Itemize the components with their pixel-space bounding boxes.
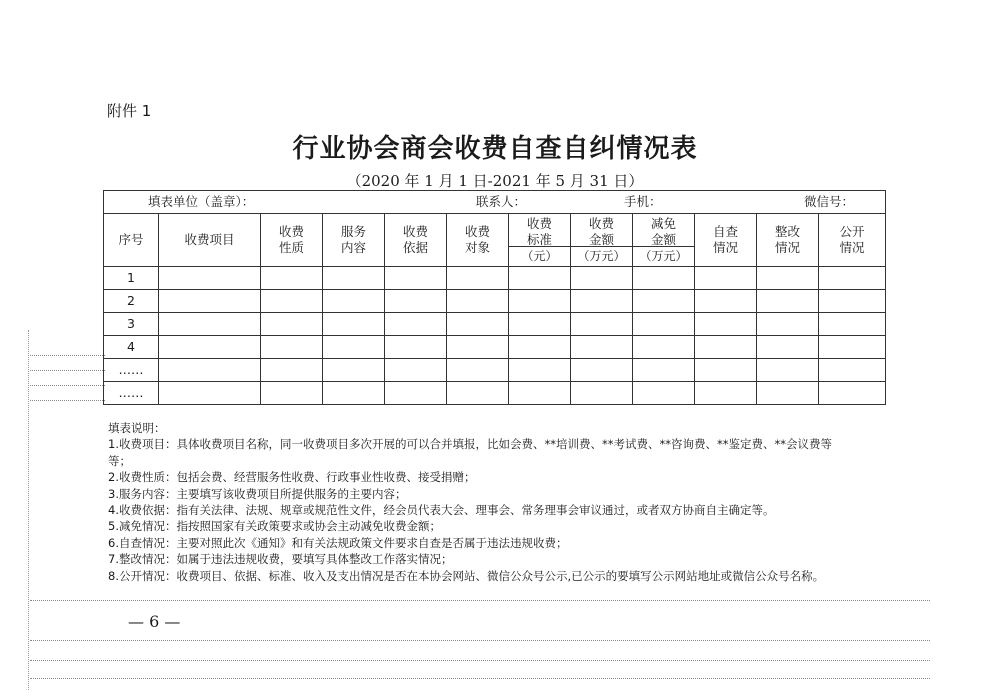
table-cell[interactable] xyxy=(757,382,819,405)
table-cell[interactable] xyxy=(757,336,819,359)
table-cell[interactable] xyxy=(757,313,819,336)
table-cell[interactable] xyxy=(757,359,819,382)
note-item: 4.收费依据：指有关法律、法规、规章或规范性文件，经会员代表大会、理事会、常务理事会审议通过，或者双方协商自主确定等。 xyxy=(108,503,775,518)
table-cell[interactable] xyxy=(509,336,571,359)
table-cell[interactable] xyxy=(159,267,261,290)
scan-artifact-line xyxy=(30,640,930,641)
row-number: 2 xyxy=(104,290,159,313)
note-item: 7.整改情况：如属于违法违规收费，要填写具体整改工作落实情况； xyxy=(108,552,453,567)
table-cell[interactable] xyxy=(819,336,886,359)
table-cell[interactable] xyxy=(159,290,261,313)
table-cell[interactable] xyxy=(261,336,323,359)
table-cell[interactable] xyxy=(385,290,447,313)
table-cell[interactable] xyxy=(571,313,633,336)
table-cell[interactable] xyxy=(323,336,385,359)
row-number: 3 xyxy=(104,313,159,336)
column-header: 减免 金额 （万元） xyxy=(633,214,695,267)
table-cell[interactable] xyxy=(447,359,509,382)
note-item: 8.公开情况：收费项目、依据、标准、收入及支出情况是否在本协会网站、微信公众号公示,已公示的要填写公示网站地址或微信公众号名称。 xyxy=(108,568,825,583)
table-cell[interactable] xyxy=(159,313,261,336)
table-cell[interactable] xyxy=(261,382,323,405)
table-cell[interactable] xyxy=(819,313,886,336)
table-cell[interactable] xyxy=(633,382,695,405)
table-cell[interactable] xyxy=(385,313,447,336)
table-cell[interactable] xyxy=(757,267,819,290)
note-item: 1.收费项目：具体收费项目名称，同一收费项目多次开展的可以合并填报，比如会费、**培训费、**考试费、**咨询费、**鉴定费、**会议费等 xyxy=(108,437,832,452)
table-cell[interactable] xyxy=(447,336,509,359)
table-cell[interactable] xyxy=(695,313,757,336)
scan-artifact-line xyxy=(30,355,105,356)
column-header: 收费 依据 xyxy=(385,214,447,267)
scan-artifact-line xyxy=(30,678,930,679)
phone-label: 手机： xyxy=(624,194,662,209)
table-cell[interactable] xyxy=(323,359,385,382)
row-number: …… xyxy=(104,359,159,382)
table-cell[interactable] xyxy=(571,359,633,382)
note-item: 2.收费性质：包括会费、经营服务性收费、行政事业性收费、接受捐赠； xyxy=(108,470,476,485)
table-cell[interactable] xyxy=(385,359,447,382)
table-cell[interactable] xyxy=(571,290,633,313)
column-header: 公开 情况 xyxy=(819,214,886,267)
table-row xyxy=(104,313,886,336)
table-cell[interactable] xyxy=(385,267,447,290)
table-cell[interactable] xyxy=(447,382,509,405)
table-cell[interactable] xyxy=(323,290,385,313)
table-cell[interactable] xyxy=(385,382,447,405)
scan-artifact-line xyxy=(30,400,105,401)
column-header: 收费 性质 xyxy=(261,214,323,267)
table-row xyxy=(104,267,886,290)
table-cell[interactable] xyxy=(633,267,695,290)
table-cell[interactable] xyxy=(261,290,323,313)
column-header: 收费项目 xyxy=(159,214,261,267)
table-cell[interactable] xyxy=(509,313,571,336)
table-cell[interactable] xyxy=(633,290,695,313)
scan-artifact-line xyxy=(30,600,930,601)
table-cell[interactable] xyxy=(571,336,633,359)
column-header: 服务 内容 xyxy=(323,214,385,267)
wechat-label: 微信号： xyxy=(804,194,855,209)
table-cell[interactable] xyxy=(695,359,757,382)
table-row xyxy=(104,290,886,313)
note-item: 等； xyxy=(108,453,131,468)
note-item: 3.服务内容：主要填写该收费项目所提供服务的主要内容； xyxy=(108,486,407,501)
scan-artifact-line xyxy=(30,370,105,371)
table-cell[interactable] xyxy=(323,382,385,405)
attachment-label: 附件 1 xyxy=(107,102,152,120)
column-header: 整改 情况 xyxy=(757,214,819,267)
column-header: 收费 金额 （万元） xyxy=(571,214,633,267)
scan-artifact-line xyxy=(30,660,930,661)
fee-inspection-table xyxy=(103,190,886,405)
page-title: 行业协会商会收费自查自纠情况表 xyxy=(292,134,698,164)
table-cell[interactable] xyxy=(159,382,261,405)
table-cell[interactable] xyxy=(323,267,385,290)
column-header-row xyxy=(104,214,886,267)
table-cell[interactable] xyxy=(447,313,509,336)
table-cell[interactable] xyxy=(695,382,757,405)
table-cell[interactable] xyxy=(509,290,571,313)
note-item: 5.减免情况：指按照国家有关政策要求或协会主动减免收费金额； xyxy=(108,519,441,534)
table-cell[interactable] xyxy=(819,267,886,290)
table-cell[interactable] xyxy=(633,359,695,382)
table-cell[interactable] xyxy=(695,290,757,313)
note-item: 6.自查情况：主要对照此次《通知》和有关法规政策文件要求自查是否属于违法违规收费； xyxy=(108,535,568,550)
fill-instructions xyxy=(108,420,898,584)
table-cell[interactable] xyxy=(571,267,633,290)
table-cell[interactable] xyxy=(261,313,323,336)
scan-artifact-line xyxy=(28,330,29,690)
table-cell[interactable] xyxy=(819,359,886,382)
table-cell[interactable] xyxy=(757,290,819,313)
table-cell[interactable] xyxy=(695,267,757,290)
table-cell[interactable] xyxy=(509,359,571,382)
table-cell[interactable] xyxy=(571,382,633,405)
table-cell[interactable] xyxy=(447,267,509,290)
table-row xyxy=(104,359,886,382)
column-header: 收费 标准 （元） xyxy=(509,214,571,267)
table-cell[interactable] xyxy=(819,290,886,313)
table-cell[interactable] xyxy=(159,336,261,359)
column-header: 收费 对象 xyxy=(447,214,509,267)
table-cell[interactable] xyxy=(695,336,757,359)
table-cell[interactable] xyxy=(159,359,261,382)
table-cell[interactable] xyxy=(633,313,695,336)
row-number: 1 xyxy=(104,267,159,290)
row-number: …… xyxy=(104,382,159,405)
table-cell[interactable] xyxy=(447,290,509,313)
notes-title: 填表说明： xyxy=(108,421,166,435)
scan-artifact-line xyxy=(30,385,105,386)
table-cell[interactable] xyxy=(633,336,695,359)
table-cell[interactable] xyxy=(819,382,886,405)
table-cell[interactable] xyxy=(261,267,323,290)
table-row xyxy=(104,336,886,359)
contact-label: 联系人： xyxy=(476,194,527,209)
column-header: 自查 情况 xyxy=(695,214,757,267)
row-number: 4 xyxy=(104,336,159,359)
page-number: — 6 — xyxy=(128,612,181,631)
info-row xyxy=(104,191,886,214)
column-header: 序号 xyxy=(104,214,159,267)
table-cell[interactable] xyxy=(509,267,571,290)
table-cell[interactable] xyxy=(509,382,571,405)
unit-label: 填表单位（盖章）： xyxy=(148,194,255,209)
table-cell[interactable] xyxy=(323,313,385,336)
table-cell[interactable] xyxy=(261,359,323,382)
date-range: （2020 年 1 月 1 日-2021 年 5 月 31 日） xyxy=(346,172,644,190)
table-row xyxy=(104,382,886,405)
table-cell[interactable] xyxy=(385,336,447,359)
